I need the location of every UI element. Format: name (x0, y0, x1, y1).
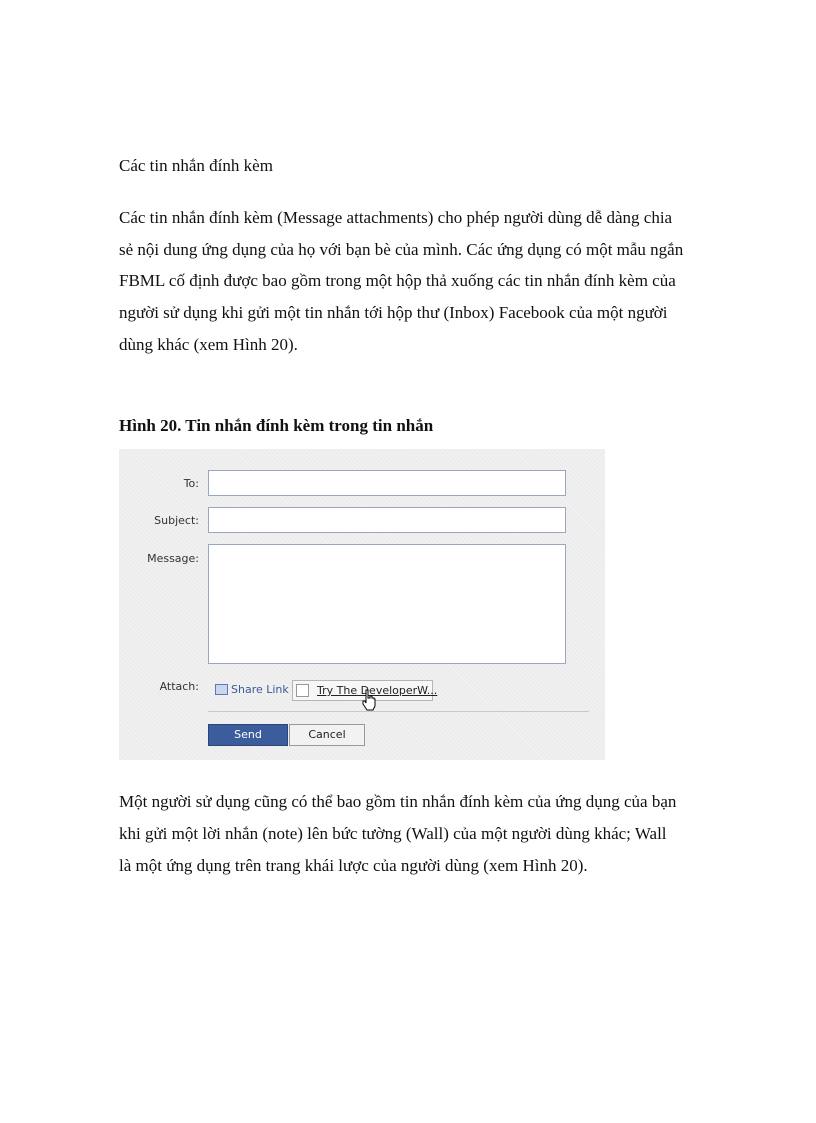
paragraph-line: người sử dụng khi gửi một tin nhắn tới hộp thư (Inbox) Facebook của một người (119, 303, 668, 322)
message-form-figure (119, 449, 605, 760)
message-textarea[interactable] (208, 544, 566, 664)
cancel-button[interactable]: Cancel (289, 724, 365, 746)
subject-input[interactable] (208, 507, 566, 533)
paragraph-line: dùng khác (xem Hình 20). (119, 335, 298, 354)
hand-cursor-icon (361, 689, 377, 713)
paragraph-line: FBML cố định được bao gồm trong một hộp thả xuống các tin nhắn đính kèm của (119, 271, 676, 290)
paragraph-line: là một ứng dụng trên trang khái lược của người dùng (xem Hình 20). (119, 856, 588, 875)
checkbox-icon (296, 684, 309, 697)
subject-label: Subject: (154, 514, 199, 527)
send-button[interactable]: Send (208, 724, 288, 746)
share-link-button[interactable] (215, 683, 289, 696)
message-label: Message: (147, 552, 199, 565)
paragraph-line: Một người sử dụng cũng có thể bao gồm tin nhắn đính kèm của ứng dụng của bạn (119, 792, 677, 811)
paragraph-line: sẻ nội dung ứng dụng của họ với bạn bè của mình. Các ứng dụng có một mẫu ngắn (119, 240, 684, 259)
paragraph-line: Các tin nhắn đính kèm (Message attachments) cho phép người dùng dễ dàng chia (119, 208, 673, 227)
form-divider (208, 711, 589, 712)
figure-caption: Hình 20. Tin nhắn đính kèm trong tin nhắn (119, 416, 434, 435)
paragraph-line: khi gửi một lời nhắn (note) lên bức tường (Wall) của một người dùng khác; Wall (119, 824, 667, 843)
try-developer-label: Try The DeveloperW... (317, 684, 438, 697)
to-label: To: (183, 477, 199, 490)
section-title: Các tin nhắn đính kèm (119, 156, 273, 175)
share-link-label: Share Link (231, 683, 289, 696)
to-input[interactable] (208, 470, 566, 496)
share-link-icon (215, 684, 228, 695)
attach-label: Attach: (159, 680, 199, 693)
